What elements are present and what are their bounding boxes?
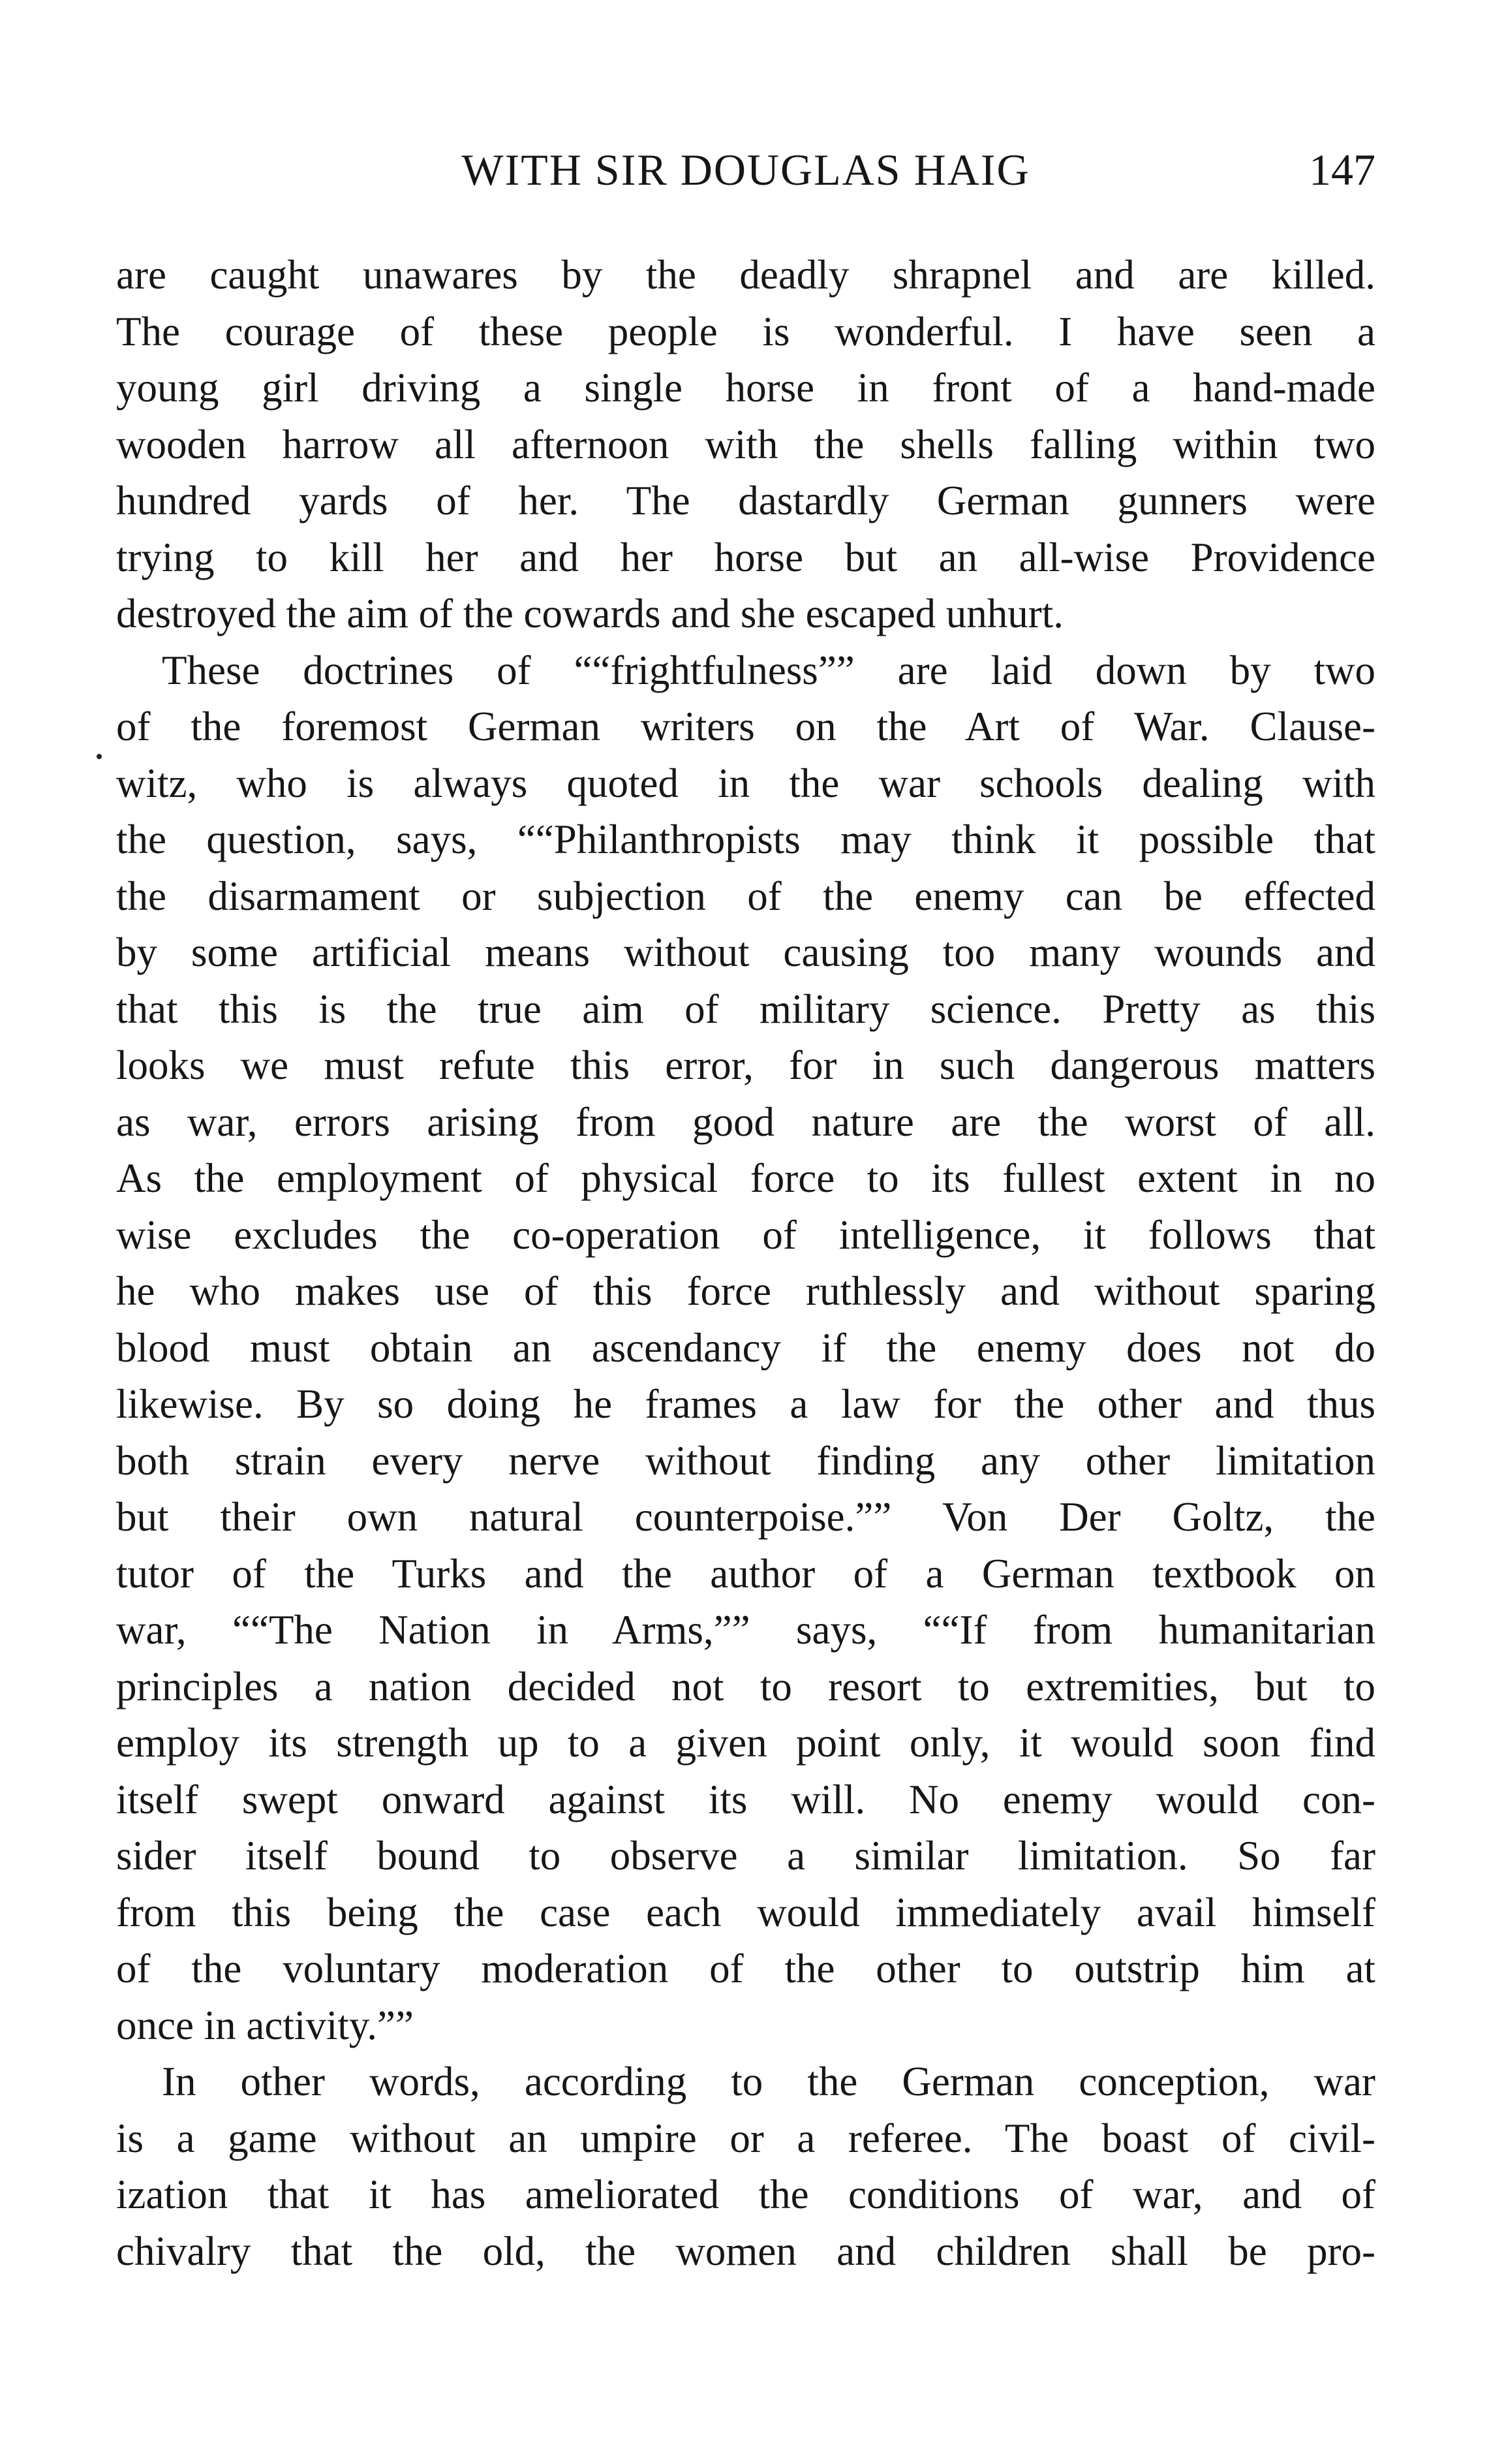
text-line: of the foremost German writers on the Art of War. Clause- xyxy=(116,704,1375,749)
text-line: looks we must refute this error, for in such dangerous matters xyxy=(116,1042,1375,1088)
paragraph-2 xyxy=(116,642,1375,2054)
running-head xyxy=(116,140,1375,199)
text-line: that this is the true aim of military science. Pretty as this xyxy=(116,986,1375,1032)
text-line: destroyed the aim of the cowards and she escaped unhurt. xyxy=(116,591,1064,636)
text-line: from this being the case each would immediately avail himself xyxy=(116,1889,1375,1935)
text-line: As the employment of physical force to its fullest extent in no xyxy=(116,1155,1375,1201)
text-line: employ its strength up to a given point only, it would soon find xyxy=(116,1720,1375,1766)
text-line: hundred yards of her. The dastardly German gunners were xyxy=(116,478,1375,523)
text-line: but their own natural counterpoise.”” Von Der Goltz, the xyxy=(116,1494,1375,1540)
text-line: likewise. By so doing he frames a law for the other and thus xyxy=(116,1381,1375,1427)
text-line: ization that it has ameliorated the conditions of war, and of xyxy=(116,2172,1375,2217)
text-line: These doctrines of ““frightfulness”” are laid down by two xyxy=(162,647,1375,693)
text-line: sider itself bound to observe a similar limitation. So far xyxy=(116,1833,1375,1879)
text-line: chivalry that the old, the women and children shall be pro- xyxy=(116,2228,1375,2274)
text-line: the question, says, ““Philanthropists may think it possible that xyxy=(116,817,1375,862)
text-line: of the voluntary moderation of the other to outstrip him at xyxy=(116,1946,1375,1991)
text-line: once in activity.”” xyxy=(116,2002,414,2048)
text-line: by some artificial means without causing too many wounds and xyxy=(116,929,1375,975)
text-line: itself swept onward against its will. No enemy would con- xyxy=(116,1776,1375,1822)
text-line: trying to kill her and her horse but an all-wise Providence xyxy=(116,534,1375,580)
text-line: war, ““The Nation in Arms,”” says, ““If from humanitarian xyxy=(116,1607,1375,1653)
text-line: witz, who is always quoted in the war schools dealing with xyxy=(116,760,1375,806)
text-line: wooden harrow all afternoon with the shells falling within two xyxy=(116,421,1375,467)
running-title: WITH SIR DOUGLAS HAIG xyxy=(461,145,1030,195)
text-line: The courage of these people is wonderful. I have seen a xyxy=(116,308,1375,354)
text-line: blood must obtain an ascendancy if the enemy does not do xyxy=(116,1324,1375,1371)
text-line: as war, errors arising from good nature are the worst of all. xyxy=(116,1099,1375,1145)
text-line: principles a nation decided not to resort to extremities, but to xyxy=(116,1663,1375,1709)
text-line: In other words, according to the German conception, war xyxy=(162,2059,1375,2104)
text-line: the disarmament or subjection of the enemy can be effected xyxy=(116,873,1375,919)
text-line: he who makes use of this force ruthlessly and without sparing xyxy=(116,1268,1375,1314)
paragraph-3 xyxy=(116,2053,1375,2279)
paragraph-1 xyxy=(116,247,1375,642)
text-line: tutor of the Turks and the author of a German textbook on xyxy=(116,1550,1375,1597)
text-line: is a game without an umpire or a referee. The boast of civil- xyxy=(116,2115,1375,2161)
page-number: 147 xyxy=(1309,145,1375,195)
text-line: wise excludes the co-operation of intelligence, it follows that xyxy=(116,1211,1375,1258)
text-line: both strain every nerve without finding any other limitation xyxy=(116,1437,1375,1484)
text-line: are caught unawares by the deadly shrapnel and are killed. xyxy=(116,252,1375,298)
body-text xyxy=(116,247,1375,2279)
print-speck xyxy=(97,754,102,759)
text-line: young girl driving a single horse in front of a hand-made xyxy=(116,365,1375,411)
